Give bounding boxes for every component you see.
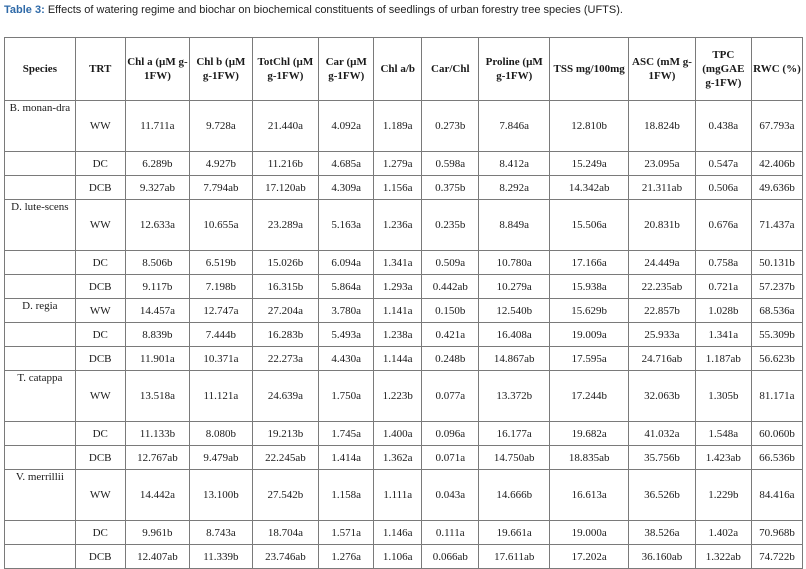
proline-cell: 14.867ab xyxy=(479,347,550,371)
treatment-cell: WW xyxy=(75,101,125,152)
asc-cell: 25.933a xyxy=(629,323,696,347)
car-chl-cell: 0.509a xyxy=(422,251,479,275)
rwc-cell: 70.968b xyxy=(751,521,802,545)
asc-cell: 22.857b xyxy=(629,299,696,323)
chl-ab-cell: 1.189a xyxy=(374,101,422,152)
species-cell: T. catappa xyxy=(5,371,76,422)
species-cell: D. regia xyxy=(5,299,76,323)
species-cell xyxy=(5,446,76,470)
car-chl-cell: 0.096a xyxy=(422,422,479,446)
totchl-cell: 16.315b xyxy=(252,275,319,299)
asc-cell: 18.824b xyxy=(629,101,696,152)
totchl-cell: 23.746ab xyxy=(252,545,319,569)
rwc-cell: 49.636b xyxy=(751,176,802,200)
chl-ab-cell: 1.144a xyxy=(374,347,422,371)
treatment-cell: DC xyxy=(75,323,125,347)
asc-cell: 41.032a xyxy=(629,422,696,446)
proline-cell: 10.780a xyxy=(479,251,550,275)
proline-cell: 8.412a xyxy=(479,152,550,176)
tss-cell: 15.249a xyxy=(550,152,629,176)
chl-ab-cell: 1.279a xyxy=(374,152,422,176)
tpc-cell: 1.229b xyxy=(695,470,751,521)
header-car: Car (µM g-1FW) xyxy=(319,38,374,101)
totchl-cell: 23.289a xyxy=(252,200,319,251)
species-cell xyxy=(5,545,76,569)
header-chl-a: Chl a (µM g-1FW) xyxy=(125,38,190,101)
caption-text: Effects of watering regime and biochar on biochemical constituents of seedlings of urban forestry tree species (UFTS). xyxy=(44,4,623,16)
treatment-cell: DC xyxy=(75,521,125,545)
chl-ab-cell: 1.341a xyxy=(374,251,422,275)
car-cell: 5.493a xyxy=(319,323,374,347)
tss-cell: 16.613a xyxy=(550,470,629,521)
asc-cell: 22.235ab xyxy=(629,275,696,299)
chl-b-cell: 6.519b xyxy=(190,251,252,275)
chl-a-cell: 14.457a xyxy=(125,299,190,323)
car-cell: 1.745a xyxy=(319,422,374,446)
table-row xyxy=(5,371,803,422)
treatment-cell: DC xyxy=(75,422,125,446)
proline-cell: 7.846a xyxy=(479,101,550,152)
tss-cell: 17.595a xyxy=(550,347,629,371)
asc-cell: 23.095a xyxy=(629,152,696,176)
chl-a-cell: 14.442a xyxy=(125,470,190,521)
chl-b-cell: 8.743a xyxy=(190,521,252,545)
treatment-cell: DCB xyxy=(75,446,125,470)
species-cell xyxy=(5,152,76,176)
table-row xyxy=(5,521,803,545)
asc-cell: 21.311ab xyxy=(629,176,696,200)
tss-cell: 19.682a xyxy=(550,422,629,446)
chl-a-cell: 8.839b xyxy=(125,323,190,347)
rwc-cell: 66.536b xyxy=(751,446,802,470)
chl-a-cell: 9.117b xyxy=(125,275,190,299)
table-row xyxy=(5,347,803,371)
asc-cell: 35.756b xyxy=(629,446,696,470)
totchl-cell: 16.283b xyxy=(252,323,319,347)
chl-b-cell: 11.339b xyxy=(190,545,252,569)
tpc-cell: 1.423ab xyxy=(695,446,751,470)
treatment-cell: DCB xyxy=(75,176,125,200)
asc-cell: 24.449a xyxy=(629,251,696,275)
table-row xyxy=(5,422,803,446)
car-cell: 1.571a xyxy=(319,521,374,545)
chl-b-cell: 7.444b xyxy=(190,323,252,347)
car-cell: 6.094a xyxy=(319,251,374,275)
chl-a-cell: 11.711a xyxy=(125,101,190,152)
chl-b-cell: 9.728a xyxy=(190,101,252,152)
totchl-cell: 15.026b xyxy=(252,251,319,275)
chl-b-cell: 11.121a xyxy=(190,371,252,422)
chl-a-cell: 11.133b xyxy=(125,422,190,446)
rwc-cell: 67.793a xyxy=(751,101,802,152)
treatment-cell: DC xyxy=(75,152,125,176)
totchl-cell: 19.213b xyxy=(252,422,319,446)
table-body xyxy=(5,101,803,569)
asc-cell: 24.716ab xyxy=(629,347,696,371)
chl-b-cell: 13.100b xyxy=(190,470,252,521)
species-cell xyxy=(5,275,76,299)
asc-cell: 20.831b xyxy=(629,200,696,251)
proline-cell: 16.177a xyxy=(479,422,550,446)
chl-a-cell: 12.407ab xyxy=(125,545,190,569)
chl-ab-cell: 1.236a xyxy=(374,200,422,251)
header-species: Species xyxy=(5,38,76,101)
chl-ab-cell: 1.238a xyxy=(374,323,422,347)
tpc-cell: 1.341a xyxy=(695,323,751,347)
rwc-cell: 74.722b xyxy=(751,545,802,569)
chl-a-cell: 12.633a xyxy=(125,200,190,251)
chl-a-cell: 13.518a xyxy=(125,371,190,422)
species-cell xyxy=(5,176,76,200)
proline-cell: 14.666b xyxy=(479,470,550,521)
table-row xyxy=(5,251,803,275)
tpc-cell: 0.547a xyxy=(695,152,751,176)
chl-ab-cell: 1.223b xyxy=(374,371,422,422)
tss-cell: 19.009a xyxy=(550,323,629,347)
table-row xyxy=(5,101,803,152)
treatment-cell: DC xyxy=(75,251,125,275)
rwc-cell: 68.536a xyxy=(751,299,802,323)
species-cell: D. lute-scens xyxy=(5,200,76,251)
treatment-cell: WW xyxy=(75,470,125,521)
table-row xyxy=(5,152,803,176)
totchl-cell: 22.245ab xyxy=(252,446,319,470)
header-totchl: TotChl (µM g-1FW) xyxy=(252,38,319,101)
chl-b-cell: 10.655a xyxy=(190,200,252,251)
tss-cell: 19.000a xyxy=(550,521,629,545)
asc-cell: 38.526a xyxy=(629,521,696,545)
proline-cell: 17.611ab xyxy=(479,545,550,569)
tss-cell: 12.810b xyxy=(550,101,629,152)
car-chl-cell: 0.421a xyxy=(422,323,479,347)
header-tpc: TPC (mgGAE g-1FW) xyxy=(695,38,751,101)
tss-cell: 14.342ab xyxy=(550,176,629,200)
tpc-cell: 0.676a xyxy=(695,200,751,251)
treatment-cell: WW xyxy=(75,200,125,251)
rwc-cell: 84.416a xyxy=(751,470,802,521)
table-row xyxy=(5,200,803,251)
chl-ab-cell: 1.111a xyxy=(374,470,422,521)
tss-cell: 15.629b xyxy=(550,299,629,323)
treatment-cell: DCB xyxy=(75,275,125,299)
totchl-cell: 27.204a xyxy=(252,299,319,323)
car-chl-cell: 0.375b xyxy=(422,176,479,200)
tpc-cell: 0.506a xyxy=(695,176,751,200)
car-cell: 1.276a xyxy=(319,545,374,569)
header-rwc: RWC (%) xyxy=(751,38,802,101)
rwc-cell: 57.237b xyxy=(751,275,802,299)
tpc-cell: 1.305b xyxy=(695,371,751,422)
proline-cell: 13.372b xyxy=(479,371,550,422)
table-row xyxy=(5,545,803,569)
header-chl-ab: Chl a/b xyxy=(374,38,422,101)
tpc-cell: 1.402a xyxy=(695,521,751,545)
proline-cell: 16.408a xyxy=(479,323,550,347)
tpc-cell: 1.187ab xyxy=(695,347,751,371)
chl-a-cell: 9.961b xyxy=(125,521,190,545)
chl-ab-cell: 1.156a xyxy=(374,176,422,200)
tpc-cell: 0.438a xyxy=(695,101,751,152)
table-row xyxy=(5,299,803,323)
chl-a-cell: 12.767ab xyxy=(125,446,190,470)
header-tss: TSS mg/100mg xyxy=(550,38,629,101)
totchl-cell: 24.639a xyxy=(252,371,319,422)
car-chl-cell: 0.066ab xyxy=(422,545,479,569)
table-row xyxy=(5,176,803,200)
chl-a-cell: 8.506b xyxy=(125,251,190,275)
car-cell: 3.780a xyxy=(319,299,374,323)
header-asc: ASC (mM g-1FW) xyxy=(629,38,696,101)
car-cell: 5.163a xyxy=(319,200,374,251)
tpc-cell: 0.721a xyxy=(695,275,751,299)
totchl-cell: 27.542b xyxy=(252,470,319,521)
chl-a-cell: 9.327ab xyxy=(125,176,190,200)
proline-cell: 14.750ab xyxy=(479,446,550,470)
tss-cell: 17.166a xyxy=(550,251,629,275)
caption-label: Table 3: xyxy=(4,4,45,16)
tss-cell: 17.202a xyxy=(550,545,629,569)
chl-ab-cell: 1.400a xyxy=(374,422,422,446)
species-cell: V. merrillii xyxy=(5,470,76,521)
header-proline: Proline (µM g-1FW) xyxy=(479,38,550,101)
car-cell: 5.864a xyxy=(319,275,374,299)
car-cell: 1.414a xyxy=(319,446,374,470)
car-chl-cell: 0.071a xyxy=(422,446,479,470)
chl-b-cell: 7.198b xyxy=(190,275,252,299)
treatment-cell: DCB xyxy=(75,545,125,569)
results-table xyxy=(4,37,803,569)
chl-ab-cell: 1.362a xyxy=(374,446,422,470)
chl-ab-cell: 1.106a xyxy=(374,545,422,569)
header-trt: TRT xyxy=(75,38,125,101)
table-row xyxy=(5,470,803,521)
car-cell: 4.430a xyxy=(319,347,374,371)
car-chl-cell: 0.248b xyxy=(422,347,479,371)
table-row xyxy=(5,323,803,347)
tpc-cell: 1.028b xyxy=(695,299,751,323)
rwc-cell: 56.623b xyxy=(751,347,802,371)
car-chl-cell: 0.111a xyxy=(422,521,479,545)
car-chl-cell: 0.077a xyxy=(422,371,479,422)
header-row xyxy=(5,38,803,101)
species-cell xyxy=(5,422,76,446)
table-row xyxy=(5,446,803,470)
car-chl-cell: 0.043a xyxy=(422,470,479,521)
proline-cell: 10.279a xyxy=(479,275,550,299)
chl-b-cell: 7.794ab xyxy=(190,176,252,200)
asc-cell: 36.526b xyxy=(629,470,696,521)
treatment-cell: DCB xyxy=(75,347,125,371)
asc-cell: 36.160ab xyxy=(629,545,696,569)
car-chl-cell: 0.273b xyxy=(422,101,479,152)
chl-b-cell: 10.371a xyxy=(190,347,252,371)
treatment-cell: WW xyxy=(75,371,125,422)
totchl-cell: 18.704a xyxy=(252,521,319,545)
chl-ab-cell: 1.293a xyxy=(374,275,422,299)
rwc-cell: 42.406b xyxy=(751,152,802,176)
chl-b-cell: 12.747a xyxy=(190,299,252,323)
car-chl-cell: 0.235b xyxy=(422,200,479,251)
proline-cell: 19.661a xyxy=(479,521,550,545)
rwc-cell: 55.309b xyxy=(751,323,802,347)
car-cell: 4.309a xyxy=(319,176,374,200)
tss-cell: 18.835ab xyxy=(550,446,629,470)
chl-b-cell: 8.080b xyxy=(190,422,252,446)
table-row xyxy=(5,275,803,299)
totchl-cell: 22.273a xyxy=(252,347,319,371)
rwc-cell: 60.060b xyxy=(751,422,802,446)
species-cell xyxy=(5,347,76,371)
car-chl-cell: 0.442ab xyxy=(422,275,479,299)
tss-cell: 17.244b xyxy=(550,371,629,422)
proline-cell: 8.292a xyxy=(479,176,550,200)
chl-ab-cell: 1.141a xyxy=(374,299,422,323)
car-chl-cell: 0.150b xyxy=(422,299,479,323)
totchl-cell: 17.120ab xyxy=(252,176,319,200)
treatment-cell: WW xyxy=(75,299,125,323)
chl-b-cell: 4.927b xyxy=(190,152,252,176)
chl-a-cell: 11.901a xyxy=(125,347,190,371)
tss-cell: 15.938a xyxy=(550,275,629,299)
proline-cell: 12.540b xyxy=(479,299,550,323)
species-cell xyxy=(5,251,76,275)
proline-cell: 8.849a xyxy=(479,200,550,251)
car-chl-cell: 0.598a xyxy=(422,152,479,176)
totchl-cell: 11.216b xyxy=(252,152,319,176)
tpc-cell: 0.758a xyxy=(695,251,751,275)
totchl-cell: 21.440a xyxy=(252,101,319,152)
species-cell xyxy=(5,323,76,347)
rwc-cell: 81.171a xyxy=(751,371,802,422)
species-cell: B. monan-dra xyxy=(5,101,76,152)
car-cell: 1.158a xyxy=(319,470,374,521)
tss-cell: 15.506a xyxy=(550,200,629,251)
car-cell: 4.092a xyxy=(319,101,374,152)
car-cell: 1.750a xyxy=(319,371,374,422)
asc-cell: 32.063b xyxy=(629,371,696,422)
chl-ab-cell: 1.146a xyxy=(374,521,422,545)
species-cell xyxy=(5,521,76,545)
header-chl-b: Chl b (µM g-1FW) xyxy=(190,38,252,101)
header-car-chl: Car/Chl xyxy=(422,38,479,101)
car-cell: 4.685a xyxy=(319,152,374,176)
chl-a-cell: 6.289b xyxy=(125,152,190,176)
tpc-cell: 1.548a xyxy=(695,422,751,446)
rwc-cell: 50.131b xyxy=(751,251,802,275)
table-caption xyxy=(4,4,804,16)
rwc-cell: 71.437a xyxy=(751,200,802,251)
chl-b-cell: 9.479ab xyxy=(190,446,252,470)
tpc-cell: 1.322ab xyxy=(695,545,751,569)
